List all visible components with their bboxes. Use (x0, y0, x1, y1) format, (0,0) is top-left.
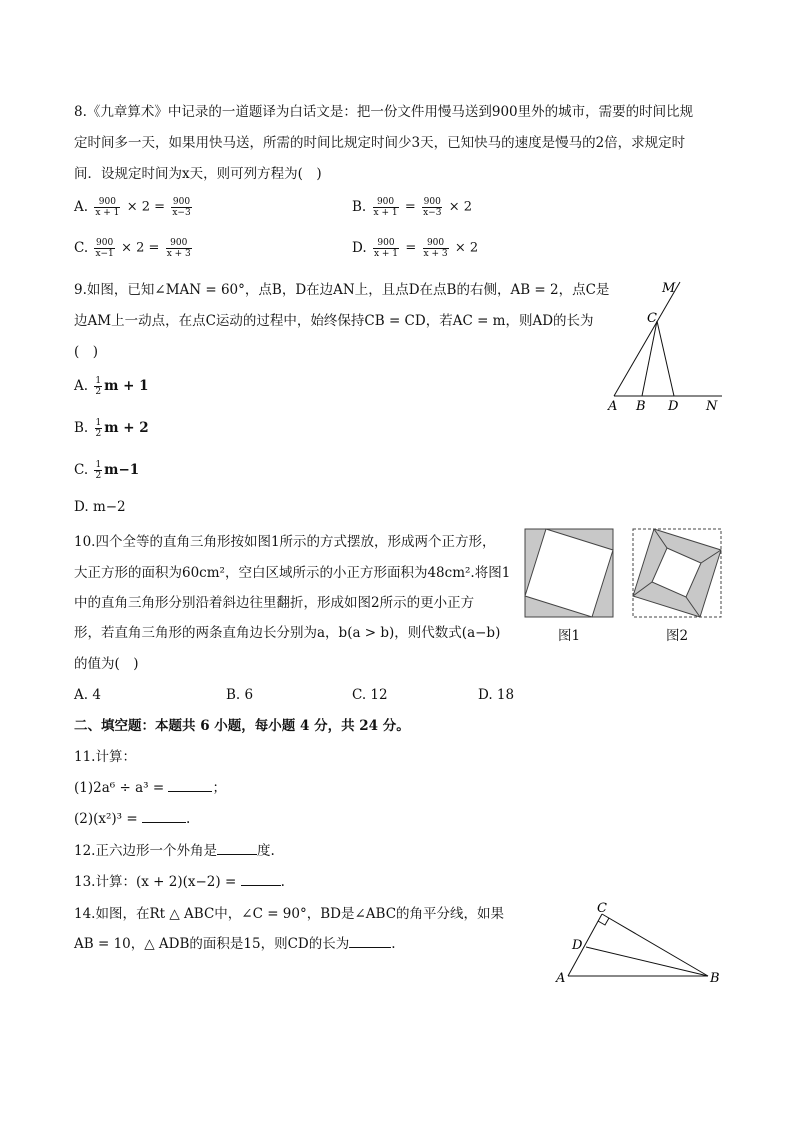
q11-part2: (2)(x²)³ = . (74, 811, 191, 827)
fraction: $\frac{1}{2}$ (95, 460, 102, 481)
label-c: C (597, 901, 607, 916)
q10-line5: 的值为( ) (74, 656, 139, 672)
label-m: M (662, 281, 676, 296)
q14-line2: AB = 10，△ ADB的面积是15，则CD的长为 . (74, 936, 396, 952)
q10-fig2-caption: 图2 (666, 628, 689, 644)
label-a: A (608, 399, 618, 414)
answer-blank[interactable] (241, 885, 281, 886)
q14-figure (550, 900, 726, 988)
answer-blank[interactable] (349, 947, 391, 948)
q10-option-b[interactable]: B. 6 (226, 687, 254, 703)
fraction: $\frac{900}{x + 3}$ (423, 238, 448, 259)
q9-option-a[interactable]: A. $\frac{1}{2}$ m + 1 (74, 376, 149, 397)
q10-line2: 大正方形的面积为60cm²，空白区域所示的小正方形面积为48cm².将图1 (74, 565, 511, 581)
fraction: $\frac{1}{2}$ (95, 376, 102, 397)
fraction: $\frac{900}{x-3}$ (423, 197, 442, 218)
fraction: $\frac{900}{x-1}$ (95, 238, 114, 259)
q8-option-b[interactable]: B. $\frac{900}{x + 1}$ = $\frac{900}{x-3}$ × 2 (352, 197, 473, 218)
label-b: B (710, 971, 720, 986)
q9-option-d[interactable]: D. m−2 (74, 499, 126, 515)
q9-line1: 9.如图，已知∠MAN = 60°，点B，D在边AN上，且点D在点B的右侧，AB = 2，点C是 (74, 282, 610, 298)
q9-figure (600, 274, 730, 419)
q12: 12.正六边形一个外角是 度. (74, 843, 275, 859)
line-cb (642, 321, 657, 396)
answer-blank[interactable] (217, 854, 257, 855)
fraction: $\frac{900}{x + 1}$ (95, 197, 120, 218)
q8-line1: 8.《九章算术》中记录的一道题译为白话文是：把一份文件用慢马送到900里外的城市，需要的时间比规 (74, 104, 694, 120)
label-c: C (647, 311, 657, 326)
answer-blank[interactable] (142, 822, 186, 823)
q8-line2: 定时间多一天，如果用快马送，所需的时间比规定时间少3天，已知快马的速度是慢马的2倍，求规定时 (74, 135, 686, 151)
label-d: D (668, 399, 679, 414)
q8-option-a[interactable]: A. $\frac{900}{x + 1}$ × 2 = $\frac{900}{x-3}$ (74, 197, 191, 218)
q10-line3: 中的直角三角形分别沿着斜边往里翻折，形成如图2所示的更小正方 (74, 595, 475, 611)
fraction: $\frac{1}{2}$ (95, 418, 102, 439)
line-bd (586, 947, 708, 976)
q10-option-a[interactable]: A. 4 (74, 687, 101, 703)
q10-option-c[interactable]: C. 12 (352, 687, 388, 703)
q10-line1: 10.四个全等的直角三角形按如图1所示的方式摆放，形成两个正方形， (74, 534, 496, 550)
answer-blank[interactable] (168, 791, 212, 792)
fraction: $\frac{900}{x + 1}$ (373, 238, 399, 259)
q10-option-d[interactable]: D. 18 (478, 687, 515, 703)
q11-title: 11.计算： (74, 749, 136, 765)
q9-line3: ( ) (74, 344, 99, 360)
fraction: $\frac{900}{x + 3}$ (166, 238, 191, 259)
q10-figure1 (524, 528, 616, 620)
q13: 13.计算：(x + 2)(x−2) = . (74, 874, 285, 890)
label-b: B (636, 399, 646, 414)
q9-option-c[interactable]: C. $\frac{1}{2}$ m−1 (74, 460, 140, 481)
label-a: A (556, 971, 566, 986)
q10-line4: 形，若直角三角形的两条直角边长分别为a，b(a > b)，则代数式(a−b) (74, 625, 501, 641)
q8-option-c[interactable]: C. $\frac{900}{x-1}$ × 2 = $\frac{900}{x + 3}$ (74, 238, 191, 259)
fraction: $\frac{900}{x + 1}$ (373, 197, 398, 218)
label-n: N (706, 399, 718, 414)
q11-part1: (1)2a⁶ ÷ a³ = ； (74, 780, 226, 796)
q8-option-d[interactable]: D. $\frac{900}{x + 1}$ = $\frac{900}{x + 3}$ × 2 (352, 238, 479, 259)
q9-option-b[interactable]: B. $\frac{1}{2}$ m + 2 (74, 418, 149, 439)
fraction: $\frac{900}{x-3}$ (172, 197, 191, 218)
q14-line1: 14.如图，在Rt △ ABC中，∠C = 90°，BD是∠ABC的角平分线，如果 (74, 906, 505, 922)
section-title: 二、填空题：本题共 6 小题，每小题 4 分，共 24 分。 (74, 718, 410, 734)
label-d: D (572, 938, 583, 953)
line-cb (602, 914, 708, 976)
q10-fig1-caption: 图1 (558, 628, 581, 644)
q10-figure2 (632, 528, 724, 620)
q8-line3: 间．设规定时间为x天，则可列方程为( ) (74, 166, 322, 182)
line-cd (657, 321, 674, 396)
q9-line2: 边AM上一动点，在点C运动的过程中，始终保持CB = CD，若AC = m，则AD的长为 (74, 313, 594, 329)
